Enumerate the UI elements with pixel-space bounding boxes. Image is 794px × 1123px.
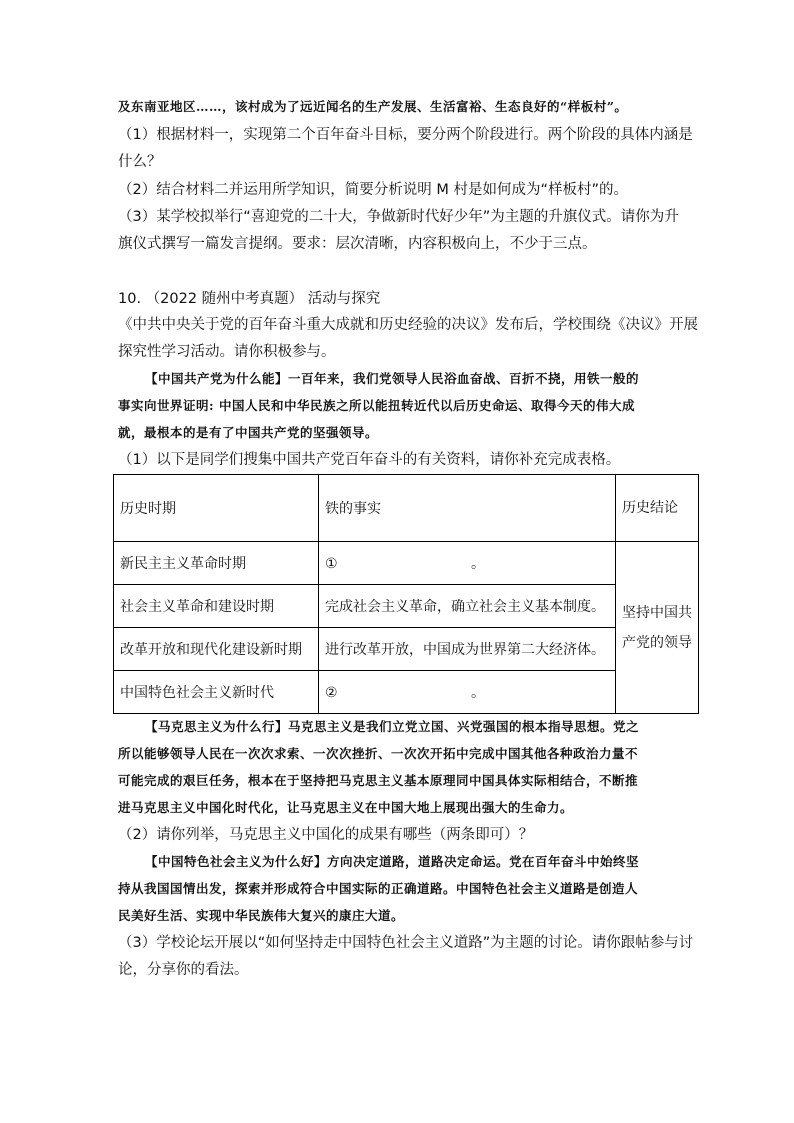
subquestion-1: （1）以下是同学们搜集中国共产党百年奋斗的有关资料，请你补充完成表格。 [118,452,621,468]
question-1-line-b: 什么？ [118,154,162,170]
row-period: 改革开放和现代化建设新时期 [114,628,319,671]
table-row [114,628,699,671]
row-fact-blank: ① 。 [319,542,616,585]
table-row [114,542,699,585]
material-2-line-b: 所以能够领导人民在一次次求索、一次次挫折、一次次开拓中完成中国其他各种政治力量不 [118,746,639,761]
material-continuation: 及东南亚地区……，该村成为了远近闻名的生产发展、生活富裕、生态良好的“样板村”。 [118,99,628,114]
question-3-line-b: 旗仪式撰写一篇发言提纲。要求：层次清晰，内容积极向上，不少于三点。 [118,236,597,252]
header-fact: 铁的事实 [319,475,616,542]
material-1-line-a: 【中国共产党为什么能】一百年来，我们党领导人民浴血奋战、百折不挠，用铁一般的 [145,371,640,386]
material-3-line-a: 【中国特色社会主义为什么好】方向决定道路，道路决定命运。党在百年奋斗中始终坚 [145,854,640,869]
table-row [114,585,699,628]
row-period: 中国特色社会主义新时代 [114,671,319,714]
table-header-row [114,475,699,542]
material-1-line-c: 就，最根本的是有了中国共产党的坚强领导。 [118,425,379,440]
subquestion-2: （2）请你列举，马克思主义中国化的成果有哪些（两条即可）？ [118,827,534,843]
subquestion-3-line-a: （3）学校论坛开展以“如何坚持走中国特色社会主义道路”为主题的讨论。请你跟帖参与讨 [118,935,694,951]
material-3-line-b: 持从我国国情出发，探索并形成符合中国实际的正确道路。中国特色社会主义道路是创造人 [118,881,639,896]
question-10-heading: 10. （2022 随州中考真题） 活动与探究 [118,291,381,307]
row-fact: 进行改革开放，中国成为世界第二大经济体。 [319,628,616,671]
material-2-line-c: 可能完成的艰巨任务，根本在于坚持把马克思主义基本原理同中国具体实际相结合，不断推 [118,773,639,788]
question-1-line-a: （1）根据材料一，实现第二个百年奋斗目标，要分两个阶段进行。两个阶段的具体内涵是 [118,127,693,143]
conclusion-cell: 坚持中国共产党的领导 [616,542,699,714]
material-2-line-d: 进马克思主义中国化时代化，让马克思主义在中国大地上展现出强大的生命力。 [118,800,574,815]
subquestion-3-line-b: 论，分享你的看法。 [118,962,249,978]
row-fact: 完成社会主义革命，确立社会主义基本制度。 [319,585,616,628]
row-period: 新民主主义革命时期 [114,542,319,585]
header-conclusion: 历史结论 [616,475,699,542]
question-3-line-a: （3）某学校拟举行“喜迎党的二十大，争做新时代好少年”为主题的升旗仪式。请你为升 [118,209,679,225]
material-2-line-a: 【马克思主义为什么行】马克思主义是我们立党立国、兴党强国的根本指导思想。党之 [145,719,640,734]
history-table [113,474,699,714]
material-3-line-c: 民美好生活、实现中华民族伟大复兴的康庄大道。 [118,908,405,923]
row-fact-blank: ② 。 [319,671,616,714]
row-period: 社会主义革命和建设时期 [114,585,319,628]
header-period: 历史时期 [114,475,319,542]
table-row [114,671,699,714]
material-1-line-b: 事实向世界证明: 中国人民和中华民族之所以能扭转近代以后历史命运、取得今天的伟大成 [118,398,635,413]
question-10-intro-b: 探究性学习活动。请你积极参与。 [118,344,336,360]
question-2: （2）结合材料二并运用所学知识，简要分析说明 M 村是如何成为“样板村”的。 [118,182,628,198]
question-10-intro-a: 《中共中央关于党的百年奋斗重大成就和历史经验的决议》发布后，学校围绕《决议》开展 [118,317,698,333]
